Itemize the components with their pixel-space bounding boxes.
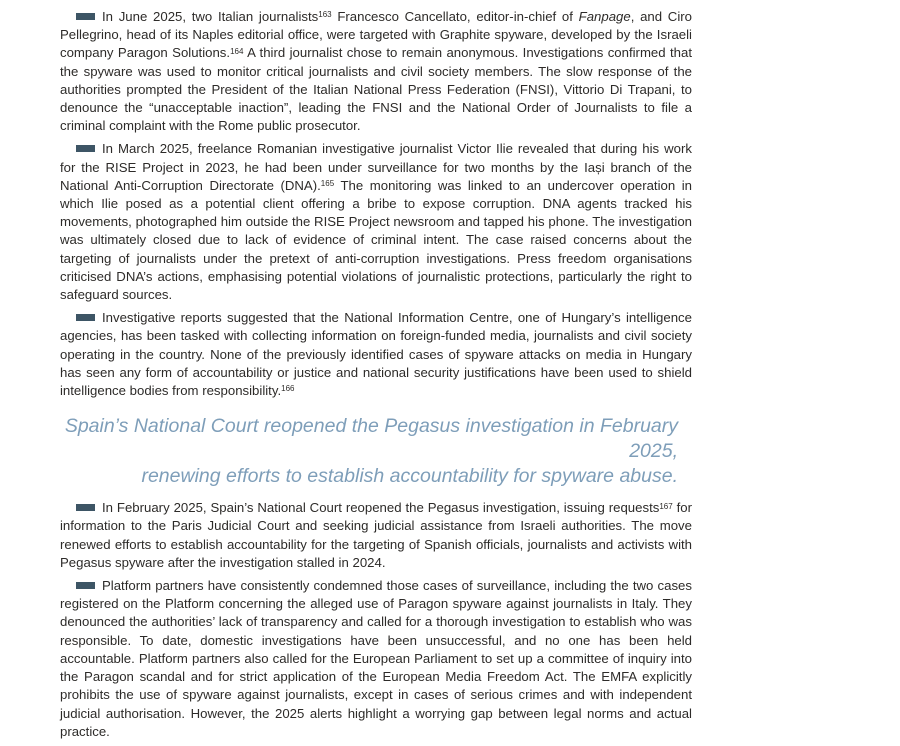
text-run: In June 2025, two Italian journalists xyxy=(102,9,319,24)
paragraph-spain-pegasus xyxy=(60,499,692,572)
text-run: The monitoring was linked to an undercover operation in which Ilie posed as a potential client offering a bribe to expose corruption. DNA agents tracked his movements, photographed him outside the RISE Project newsroom and tapped his phone. The investigation was ultimately closed due to lack of evidence of criminal intent. The case raised concerns about the targeting of journalists under the pretext of anti-corruption investigations. Press freedom organisations criticised DNA’s actions, emphasising potential violations of journalistic protections, particularly the right to safeguard sources. xyxy=(60,177,692,303)
italic-text-run: Fanpage xyxy=(578,9,631,24)
paragraph-hungary-nic xyxy=(60,309,692,400)
square-bullet-icon xyxy=(76,504,95,511)
paragraph-text xyxy=(60,500,692,570)
paragraph-text xyxy=(60,310,692,398)
paragraph-text xyxy=(60,9,692,133)
pull-quote xyxy=(60,414,692,489)
text-run: A third journalist chose to remain anonymous. Investigations confirmed that the spyware was used to monitor critical journalists and civil society members. The slow response of the authorities prompted the President of the Italian National Press Federation (FNSI), Vittorio Di Trapani, to denounce the “unacceptable inaction”, leading the FNSI and the National Order of Journalists to file a criminal complaint with the Rome public prosecutor. xyxy=(60,45,692,134)
text-column xyxy=(60,8,692,746)
footnote-reference: 167 xyxy=(659,501,673,511)
paragraph-platform-partners xyxy=(60,577,692,741)
square-bullet-icon xyxy=(76,314,95,321)
pull-quote-line-2: renewing efforts to establish accountability for spyware abuse. xyxy=(141,465,678,488)
paragraph-italy-graphite xyxy=(60,8,692,135)
footnote-reference: 163 xyxy=(318,10,332,20)
text-run: , and Ciro Pellegrino, head of its Naples editorial office, were targeted with Graphite spyware, developed by the Israeli company Paragon Solutions. xyxy=(60,9,692,61)
footnote-reference: 164 xyxy=(230,46,244,56)
footnote-reference: 166 xyxy=(281,384,295,394)
text-run: In February 2025, Spain’s National Court reopened the Pegasus investigation, issuing requests xyxy=(102,500,660,516)
paragraph-text xyxy=(60,578,692,739)
square-bullet-icon xyxy=(76,145,95,152)
paragraph-text xyxy=(60,141,692,302)
square-bullet-icon xyxy=(76,582,95,589)
footnote-reference: 165 xyxy=(320,179,335,189)
text-run: Platform partners have consistently condemned those cases of surveillance, including the two cases registered on the Platform concerning the alleged use of Paragon spyware against journalists in Italy. They denounced the authorities’ lack of transparency and called for a thorough investigation to establish who was responsible. To date, domestic investigations have been unsuccessful, and no one has been held accountable. Platform partners also called for the European Parliament to set up a committee of inquiry into the Paragon scandal and for strict application of the European Media Freedom Act. The EMFA explicitly prohibits the use of spyware against journalists, except in cases of serious crimes and with independent judicial authorisation. However, the 2025 alerts highlight a worrying gap between legal norms and actual practice. xyxy=(60,578,692,739)
text-run: Francesco Cancellato, editor-in-chief of xyxy=(331,9,579,24)
square-bullet-icon xyxy=(76,13,95,20)
text-run: Investigative reports suggested that the National Information Centre, one of Hungary’s intelligence agencies, has been tasked with collecting information on foreign-funded media, journalists and civil society operating in the country. None of the previously identified cases of spyware attacks on media in Hungary has seen any form of accountability or justice and national security justifications have been used to shield intelligence bodies from responsibility. xyxy=(60,310,692,399)
paragraph-romania-dna xyxy=(60,140,692,304)
pull-quote-line-1: Spain’s National Court reopened the Pegasus investigation in February 2025, xyxy=(64,415,678,463)
text-run: In March 2025, freelance Romanian investigative journalist Victor Ilie revealed that during his work for the RISE Project in 2023, he had been under surveillance for two months by the Iași branch of the National Anti-Corruption Directorate (DNA). xyxy=(60,141,692,193)
text-run: for information to the Paris Judicial Court and seeking judicial assistance from Israeli authorities. The move renewed efforts to establish accountability for the targeting of Spanish officials, journalists and activists with Pegasus spyware after the investigation stalled in 2024. xyxy=(60,500,692,570)
